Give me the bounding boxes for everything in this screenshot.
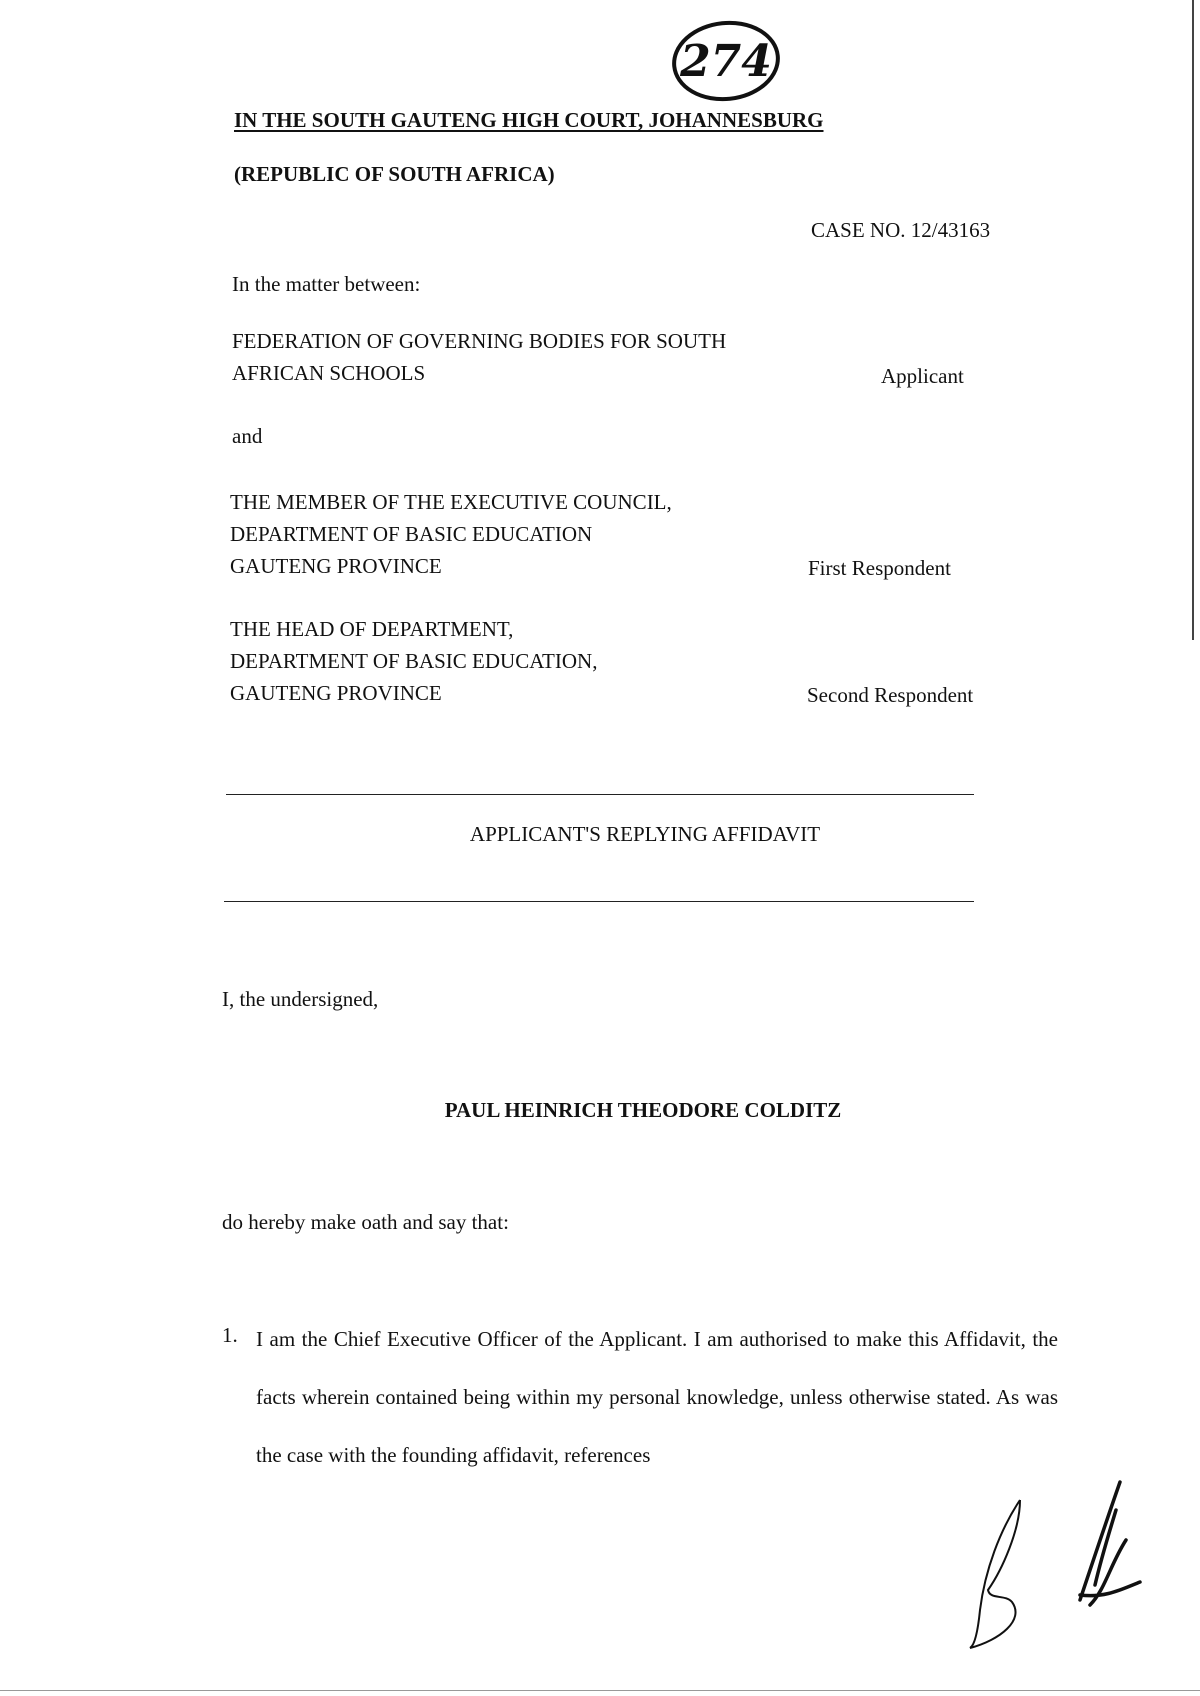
conjunction-and: and: [232, 424, 263, 448]
party-second-respondent-name: [230, 613, 597, 709]
document-title: APPLICANT'S REPLYING AFFIDAVIT: [469, 822, 821, 846]
paragraph-text: I am the Chief Executive Officer of the Applicant. I am authorised to make this Affidavit, the facts wherein contained being within my personal knowledge, unless otherwise stated. As was the case with the founding affidavit, references: [256, 1327, 1058, 1467]
deponent-name: PAUL HEINRICH THEODORE COLDITZ: [444, 1098, 842, 1122]
party-role-first-respondent: First Respondent: [808, 556, 951, 580]
party-line: DEPARTMENT OF BASIC EDUCATION: [230, 522, 593, 546]
page-number-stamp: [668, 14, 786, 106]
court-heading: IN THE SOUTH GAUTENG HIGH COURT, JOHANNESBURG: [234, 108, 824, 132]
party-role-applicant: Applicant: [881, 364, 964, 388]
scan-edge-bottom: [0, 1690, 1200, 1691]
scan-edge-right: [1192, 0, 1194, 640]
party-first-respondent-name: [230, 486, 672, 582]
paragraph-number: 1.: [222, 1323, 238, 1347]
intro-text: In the matter between:: [232, 272, 421, 296]
party-role-second-respondent: Second Respondent: [807, 683, 974, 707]
undersigned-text: I, the undersigned,: [222, 987, 379, 1011]
title-rule-top: [226, 794, 974, 795]
paragraph-1: [222, 1310, 1058, 1484]
party-applicant-name: [232, 325, 726, 389]
party-line: GAUTENG PROVINCE: [230, 681, 442, 705]
page-number-text: 274: [680, 36, 772, 87]
oath-text: do hereby make oath and say that:: [222, 1210, 509, 1234]
republic-heading: (REPUBLIC OF SOUTH AFRICA): [234, 162, 555, 186]
case-number: CASE NO. 12/43163: [811, 218, 991, 242]
party-line: AFRICAN SCHOOLS: [232, 361, 426, 385]
party-line: THE MEMBER OF THE EXECUTIVE COUNCIL,: [230, 490, 672, 514]
initials-signature: [930, 1470, 1160, 1660]
party-line: GAUTENG PROVINCE: [230, 554, 442, 578]
title-rule-bottom: [224, 901, 974, 902]
party-line: FEDERATION OF GOVERNING BODIES FOR SOUTH: [232, 329, 727, 353]
party-line: DEPARTMENT OF BASIC EDUCATION,: [230, 649, 598, 673]
party-line: THE HEAD OF DEPARTMENT,: [230, 617, 514, 641]
